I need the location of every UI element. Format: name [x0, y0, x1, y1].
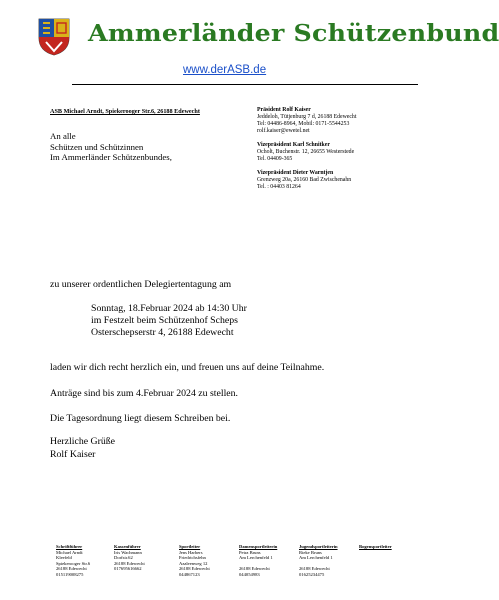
footer-contacts	[56, 544, 418, 578]
footer-column	[56, 544, 114, 578]
footer-line: 044054983	[239, 571, 260, 577]
event-venue: im Festzelt beim Schützenhof Scheps	[91, 315, 238, 327]
letter-deadline: Anträge sind bis zum 4.Februar 2024 zu stellen.	[50, 388, 239, 399]
officer-president	[257, 107, 422, 135]
footer-column-title: Bogensportleiter	[359, 544, 392, 549]
recipient-address	[50, 131, 172, 163]
footer-column	[299, 544, 359, 578]
footer-column-title: Kassenführer	[114, 544, 141, 549]
officer-detail: Jeddeloh, Tütjenburg 7 d, 26188 Edewecht	[257, 114, 357, 120]
footer-line: Jens Harbers	[179, 549, 203, 555]
website-link[interactable]: www.derASB.de	[183, 64, 267, 76]
association-name: Ammerländer Schützenbund	[88, 20, 499, 47]
letter-agenda-note: Die Tagesordnung liegt diesem Schreiben bei.	[50, 413, 231, 424]
footer-column-title: Damensportleiterin	[239, 544, 278, 549]
officer-detail: Ocholt, Buchenstr. 12, 26655 Westerstede	[257, 149, 355, 155]
footer-line: 26188 Edewecht	[299, 566, 330, 572]
footer-line: Dorfstr.62	[114, 555, 133, 561]
officer-detail: Grenzweg 20a, 26160 Bad Zwischenahn	[257, 177, 352, 183]
footer-line: Kleefeld	[56, 555, 72, 561]
event-details	[91, 303, 247, 340]
footer-line: Iris Wachmann	[114, 549, 142, 555]
letter-signature: Rolf Kaiser	[50, 449, 96, 460]
recipient-line: An alle	[50, 131, 76, 141]
coat-of-arms-logo	[38, 18, 70, 56]
letter-invitation: laden wir dich recht herzlich ein, und freuen uns auf deine Teilnahme.	[50, 362, 325, 373]
officer-detail: Tel. : 04403 81264	[257, 184, 301, 190]
footer-line: 26188 Edewecht	[114, 560, 145, 566]
officer-detail: Tel: 04486-8964, Mobil: 0171-5544253	[257, 121, 350, 127]
footer-line: Rieke Bruns	[299, 549, 322, 555]
footer-line: 26188 Edewecht	[239, 566, 270, 572]
footer-column-title: Sportleiter	[179, 544, 201, 549]
footer-line: Friedrichsfehn	[179, 555, 206, 561]
footer-line: 26188 Edewecht	[179, 566, 210, 572]
footer-column-title: Schriftführer	[56, 544, 83, 549]
recipient-line: Schützen und Schützinnen	[50, 141, 144, 152]
footer-column-title: Jugendsportleiterin	[299, 544, 338, 549]
footer-line: Petra Bruns	[239, 549, 261, 555]
officer-title: Vizepräsident Karl Schnitker	[257, 142, 330, 148]
officer-title: Präsident Rolf Kaiser	[257, 107, 311, 113]
officer-detail: rolf.kaiser@ewetel.net	[257, 128, 310, 134]
event-address: Osterschepserstr 4, 26188 Edewecht	[91, 327, 234, 339]
footer-line: 26188 Edewecht	[56, 566, 87, 572]
recipient-line: Im Ammerländer Schützenbundes,	[50, 152, 172, 162]
officer-detail: Tel. 04409-365	[257, 156, 293, 162]
officer-vice-president-1	[257, 142, 422, 163]
footer-line: Spiekerooger Str.6	[56, 560, 91, 566]
footer-line: 01625234475	[299, 571, 325, 577]
footer-column	[179, 544, 239, 578]
letter-closing: Herzliche Grüße	[50, 436, 116, 447]
header-divider	[72, 84, 418, 85]
footer-line: Am Lerchenfeld 1	[239, 555, 273, 561]
letter-intro: zu unserer ordentlichen Delegiertentagung am	[50, 279, 232, 290]
event-date-time: Sonntag, 18.Februar 2024 ab 14:30 Uhr	[91, 303, 247, 314]
officer-title: Vizepräsident Dieter Warntjen	[257, 170, 334, 176]
footer-line: Azaleenweg 12	[179, 560, 208, 566]
sender-return-address: ASB Michael Arndt, Spiekerooger Str.6, 26188 Edewecht	[50, 108, 200, 115]
footer-column	[359, 544, 415, 578]
board-contacts	[257, 107, 422, 198]
footer-line: 015119008275	[56, 571, 84, 577]
officer-vice-president-2	[257, 170, 422, 191]
footer-column	[114, 544, 179, 578]
footer-line: 044867123	[179, 571, 200, 577]
footer-line: Am Lerchenfeld 1	[299, 555, 333, 561]
footer-line: 017695616662	[114, 566, 142, 572]
footer-column	[239, 544, 299, 578]
footer-line: Michael Arndt	[56, 549, 83, 555]
